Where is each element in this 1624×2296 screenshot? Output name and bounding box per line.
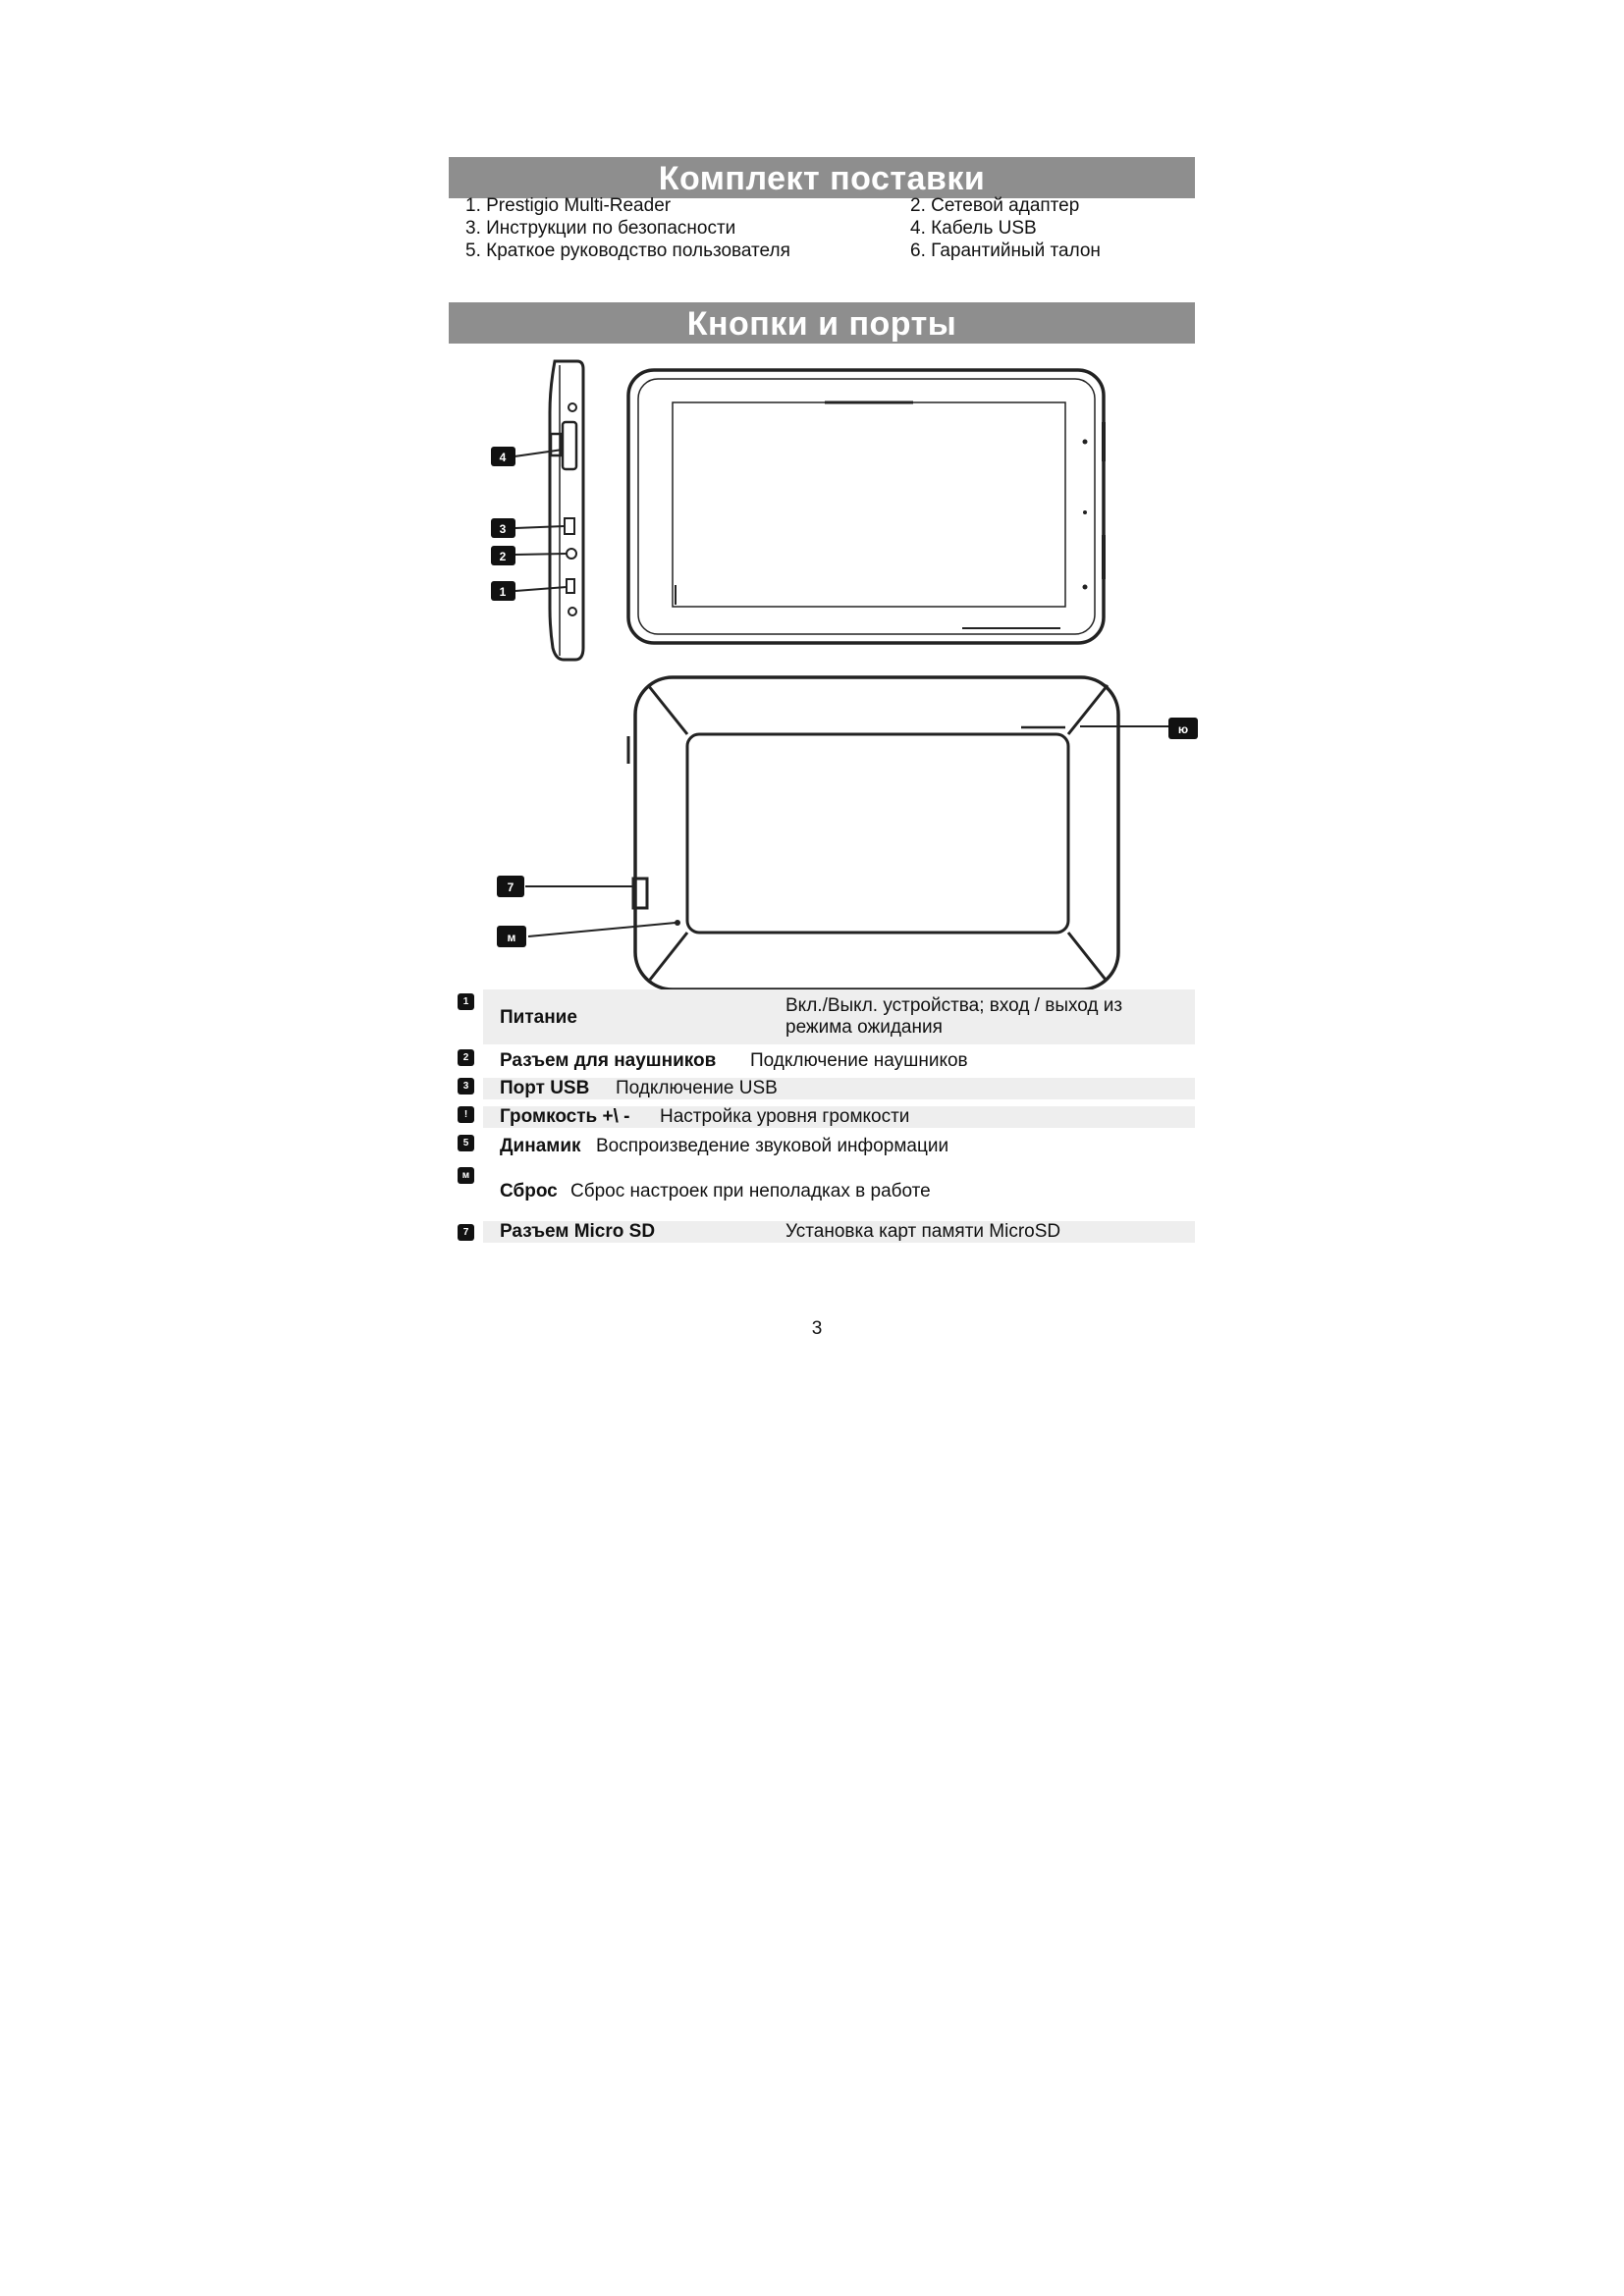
page-number: 3	[811, 1318, 823, 1339]
row-number-badge: м	[458, 1167, 474, 1184]
package-item: 1. Prestigio Multi-Reader	[465, 195, 672, 216]
callout-label: м	[507, 931, 516, 944]
callout-label: ю	[1177, 722, 1189, 736]
table-row	[483, 1050, 1195, 1072]
row-description: Установка карт памяти MicroSD	[785, 1221, 1061, 1242]
row-description: Настройка уровня громкости	[660, 1106, 910, 1127]
row-name: Разъем Micro SD	[500, 1221, 656, 1242]
table-row	[483, 1221, 1195, 1243]
callout-label: 3	[499, 522, 507, 536]
table-row	[483, 1106, 1195, 1128]
package-item: 4. Кабель USB	[910, 218, 1037, 239]
row-number-badge: 2	[458, 1049, 474, 1066]
row-name: Сброс	[500, 1181, 558, 1201]
row-number-badge: 3	[458, 1078, 474, 1095]
package-section-title: Комплект поставки	[449, 157, 1195, 198]
row-number-badge: 1	[458, 993, 474, 1010]
package-item: 6. Гарантийный талон	[910, 240, 1101, 261]
package-item: 3. Инструкции по безопасности	[465, 218, 736, 239]
row-number-badge: 7	[458, 1224, 474, 1241]
buttons-section-title: Кнопки и порты	[449, 302, 1195, 344]
package-item: 2. Сетевой адаптер	[910, 195, 1080, 216]
row-number-badge: !	[458, 1106, 474, 1123]
row-name: Громкость +\ -	[500, 1106, 630, 1127]
callout-label: 2	[499, 550, 507, 563]
row-name: Разъем для наушников	[500, 1050, 717, 1071]
row-description: Подключение наушников	[750, 1050, 968, 1071]
row-description: Сброс настроек при неполадках в работе	[570, 1181, 931, 1201]
row-description: Подключение USB	[616, 1078, 778, 1098]
row-name: Динамик	[500, 1136, 581, 1156]
callout-label: 7	[507, 881, 514, 894]
callout-label: 1	[499, 585, 507, 599]
row-name: Питание	[500, 1007, 577, 1028]
row-description: режима ожидания	[785, 1017, 943, 1038]
row-number-badge: 5	[458, 1135, 474, 1151]
row-description: Воспроизведение звуковой информации	[596, 1136, 949, 1156]
table-row	[483, 1078, 1195, 1099]
callout-label: 4	[499, 451, 507, 464]
package-item: 5. Краткое руководство пользователя	[465, 240, 790, 261]
table-row	[483, 989, 1195, 1044]
table-row	[483, 1136, 1195, 1157]
row-description: Вкл./Выкл. устройства; вход / выход из	[785, 995, 1123, 1016]
row-name: Порт USB	[500, 1078, 590, 1098]
table-row	[483, 1181, 1195, 1202]
device-diagram	[449, 348, 1205, 996]
